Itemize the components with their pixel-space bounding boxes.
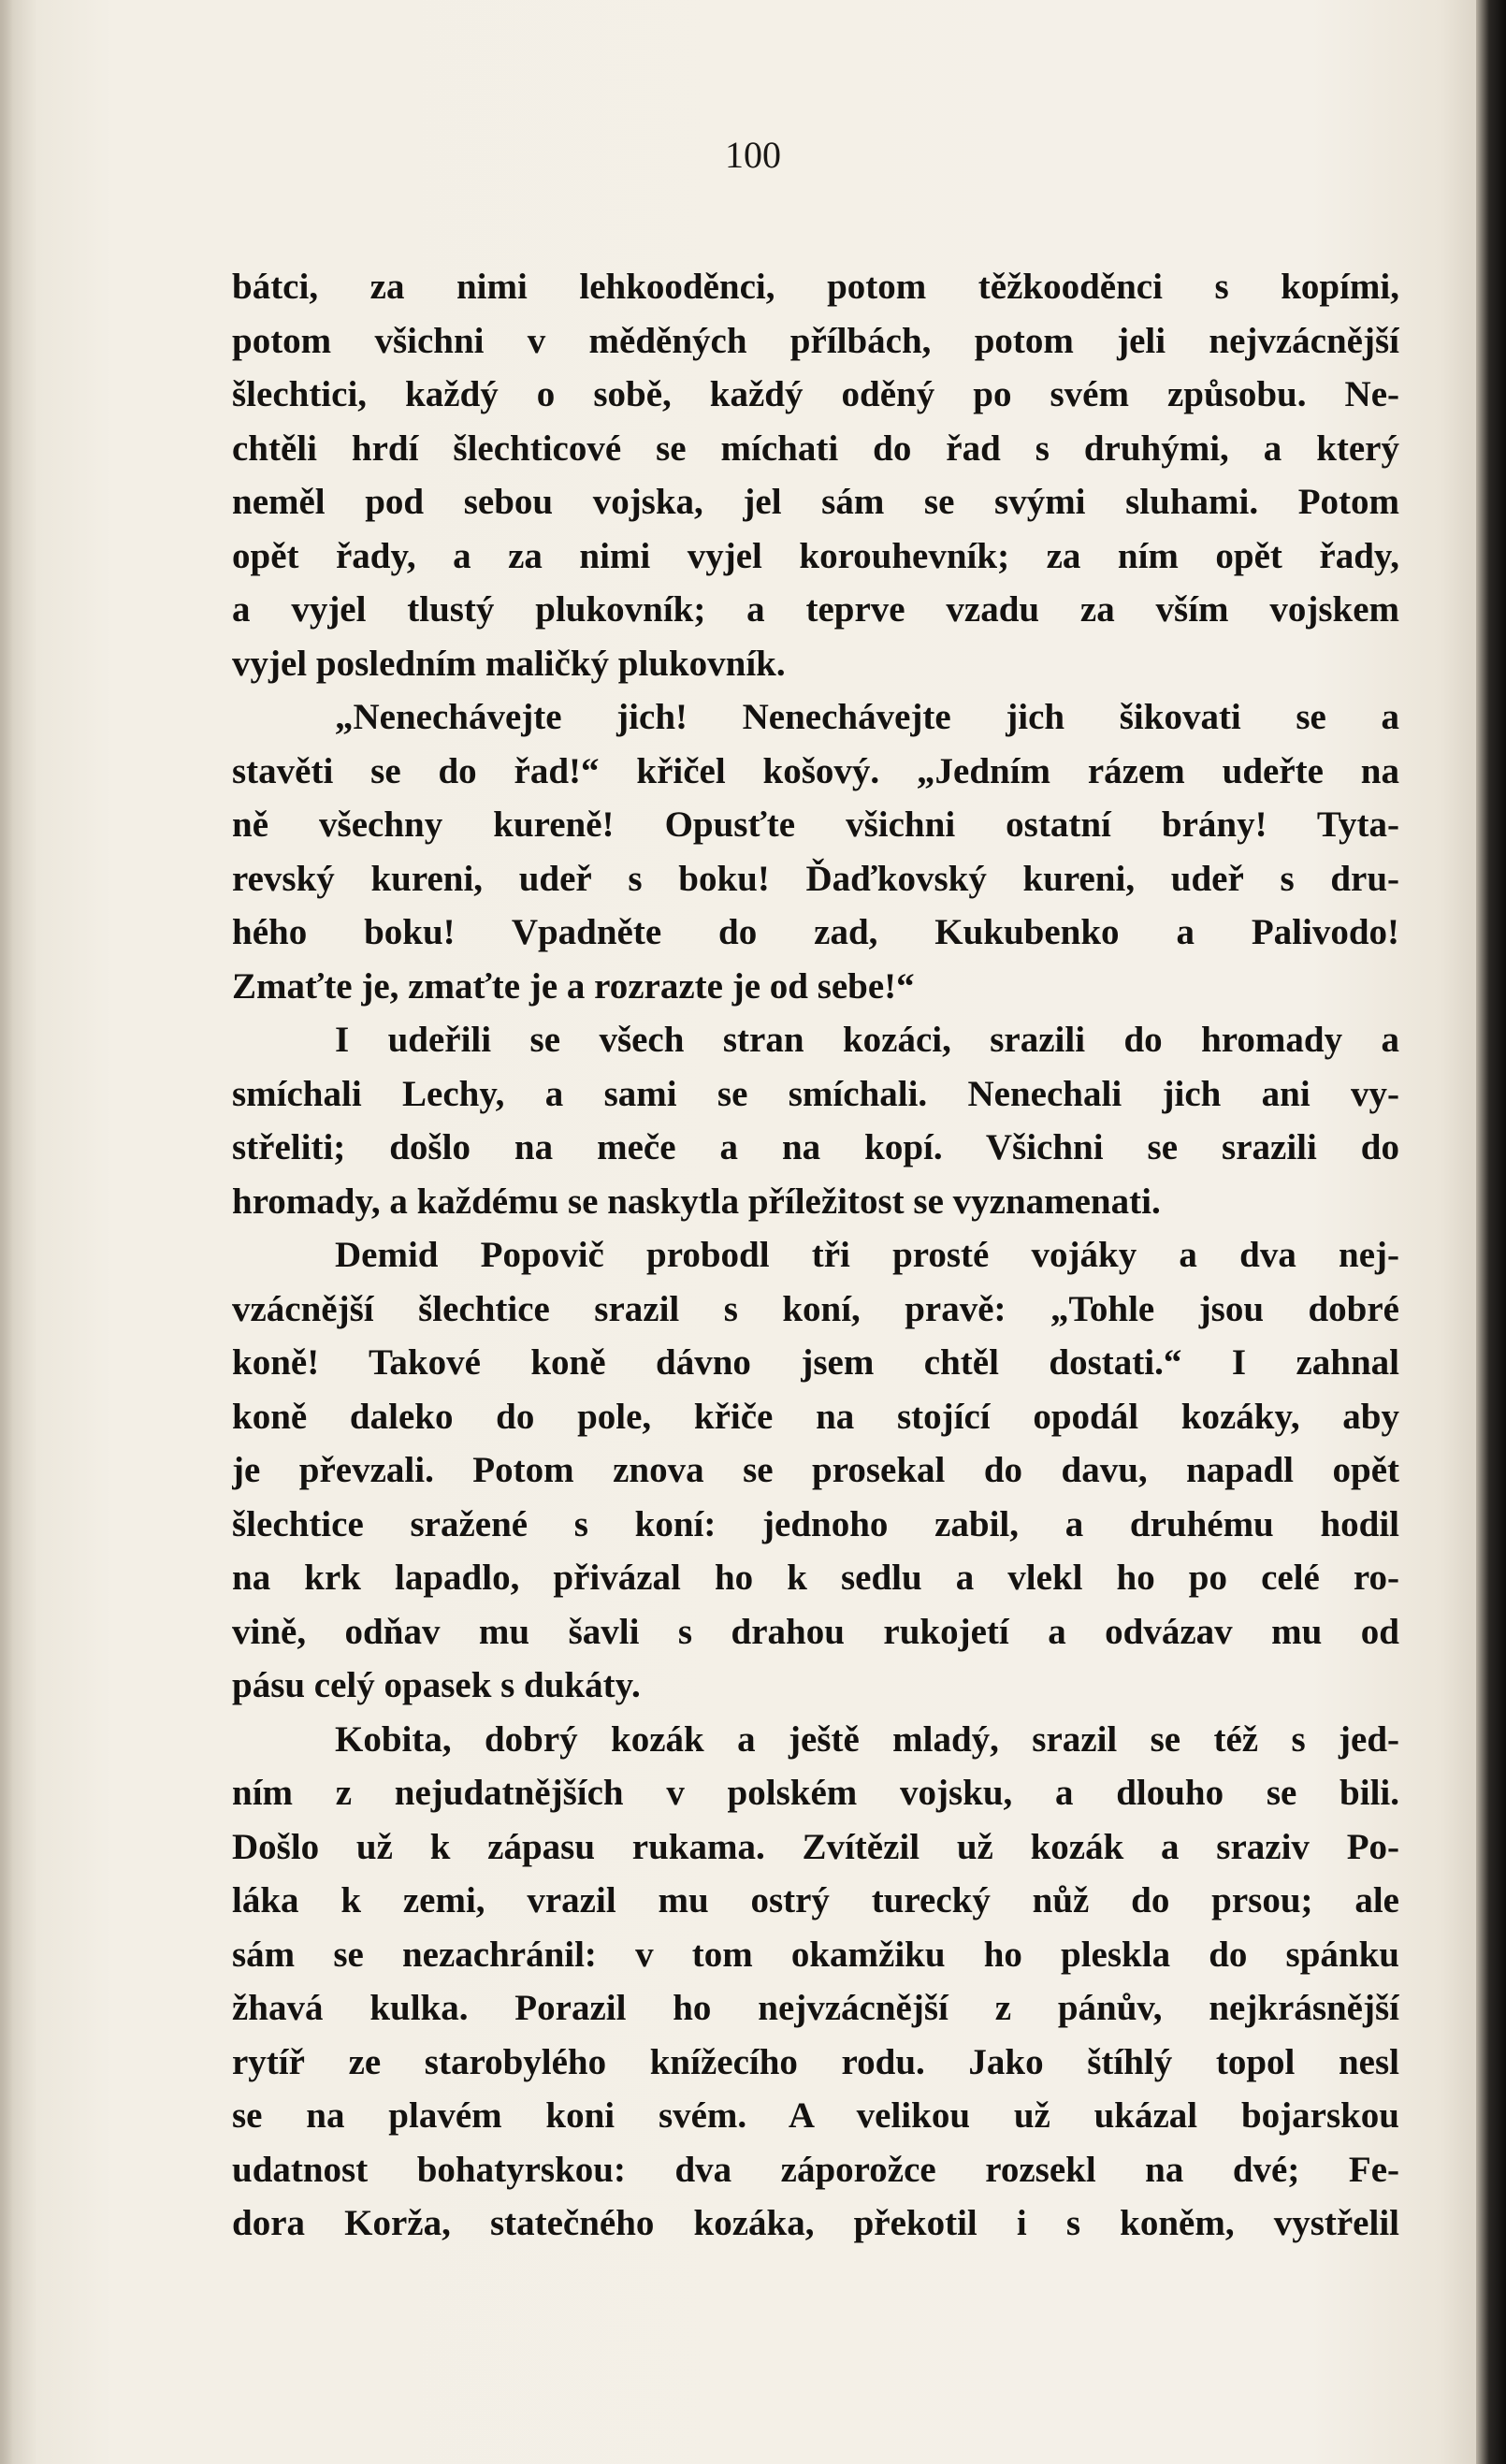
text-line: šlechtice sražené s koní: jednoho zabil, a druhému hodil <box>232 1503 1399 1544</box>
text-line: Došlo už k zápasu rukama. Zvítězil už kozák a sraziv Po- <box>232 1826 1399 1867</box>
text-line: ně všechny kureně! Opusťte všichni ostatní brány! Tyta- <box>232 804 1399 845</box>
text-line: sám se nezachránil: v tom okamžiku ho pleskla do spánku <box>232 1934 1399 1975</box>
text-line: vyjel posledním maličký plukovník. <box>232 643 786 684</box>
page-number: 100 <box>725 134 781 176</box>
text-line: neměl pod sebou vojska, jel sám se svými sluhami. Potom <box>232 482 1399 522</box>
text-line: dora Korža, statečného kozáka, překotil i s koněm, vystřelil <box>232 2203 1399 2243</box>
text-line: Zmaťte je, zmaťte je a rozrazte je od sebe!“ <box>232 965 915 1007</box>
text-line: chtěli hrdí šlechticové se míchati do řad s druhými, a který <box>232 428 1399 469</box>
text-line: žhavá kulka. Porazil ho nejvzácnější z pánův, nejkrásnější <box>232 1988 1399 2028</box>
text-line: stavěti se do řad!“ křičel košový. „Jedním rázem udeřte na <box>232 750 1399 791</box>
text-line: vzácnější šlechtice srazil s koní, pravě: „Tohle jsou dobré <box>232 1288 1399 1329</box>
text-line: revský kureni, udeř s boku! Ďaďkovský kureni, udeř s dru- <box>232 858 1399 899</box>
text-line: šlechtici, každý o sobě, každý oděný po svém způsobu. Ne- <box>232 374 1399 414</box>
text-line: na krk lapadlo, přivázal ho k sedlu a vlekl ho po celé ro- <box>232 1558 1399 1598</box>
page-right-edge-shadow <box>1476 0 1506 2464</box>
text-line: hého boku! Vpadněte do zad, Kukubenko a Palivodo! <box>232 912 1399 952</box>
text-line: smíchali Lechy, a sami se smíchali. Nenechali jich ani vy- <box>232 1073 1399 1114</box>
text-line: a vyjel tlustý plukovník; a teprve vzadu za vším vojskem <box>232 589 1399 630</box>
text-line: rytíř ze starobylého knížecího rodu. Jako štíhlý topol nesl <box>232 2041 1399 2082</box>
text-line: „Nenechávejte jich! Nenechávejte jich šikovati se a <box>335 697 1399 737</box>
text-line: střeliti; došlo na meče a na kopí. Všichni se srazili do <box>232 1127 1399 1167</box>
text-line: koně! Takové koně dávno jsem chtěl dostati.“ I zahnal <box>232 1342 1399 1383</box>
body-text <box>232 260 1399 2251</box>
text-line: ním z nejudatnějších v polském vojsku, a dlouho se bili. <box>232 1773 1399 1813</box>
text-line: opět řady, a za nimi vyjel korouhevník; za ním opět řady, <box>232 535 1399 576</box>
text-line: udatnost bohatyrskou: dva záporožce rozsekl na dvé; Fe- <box>232 2149 1399 2190</box>
text-line: Kobita, dobrý kozák a ještě mladý, srazil se též s jed- <box>335 1718 1399 1760</box>
text-line: koně daleko do pole, křiče na stojící opodál kozáky, aby <box>232 1396 1399 1437</box>
text-line: bátci, za nimi lehkooděnci, potom těžkooděnci s kopími, <box>232 267 1399 307</box>
text-line: Demid Popovič probodl tři prosté vojáky a dva nej- <box>335 1235 1399 1275</box>
text-line: potom všichni v měděných přílbách, potom jeli nejvzácnější <box>232 320 1399 361</box>
text-line: hromady, a každému se naskytla příležitost se vyznamenati. <box>232 1181 1161 1222</box>
text-line: pásu celý opasek s dukáty. <box>232 1665 641 1705</box>
text-line: je převzali. Potom znova se prosekal do davu, napadl opět <box>232 1450 1399 1490</box>
text-line: se na plavém koni svém. A velikou už ukázal bojarskou <box>232 2095 1399 2136</box>
page-left-edge <box>0 0 13 2464</box>
text-line: vině, odňav mu šavli s drahou rukojetí a odvázav mu od <box>232 1611 1399 1652</box>
text-line: I udeřili se všech stran kozáci, srazili do hromady a <box>335 1020 1399 1060</box>
text-line: láka k zemi, vrazil mu ostrý turecký nůž do prsou; ale <box>232 1880 1399 1920</box>
